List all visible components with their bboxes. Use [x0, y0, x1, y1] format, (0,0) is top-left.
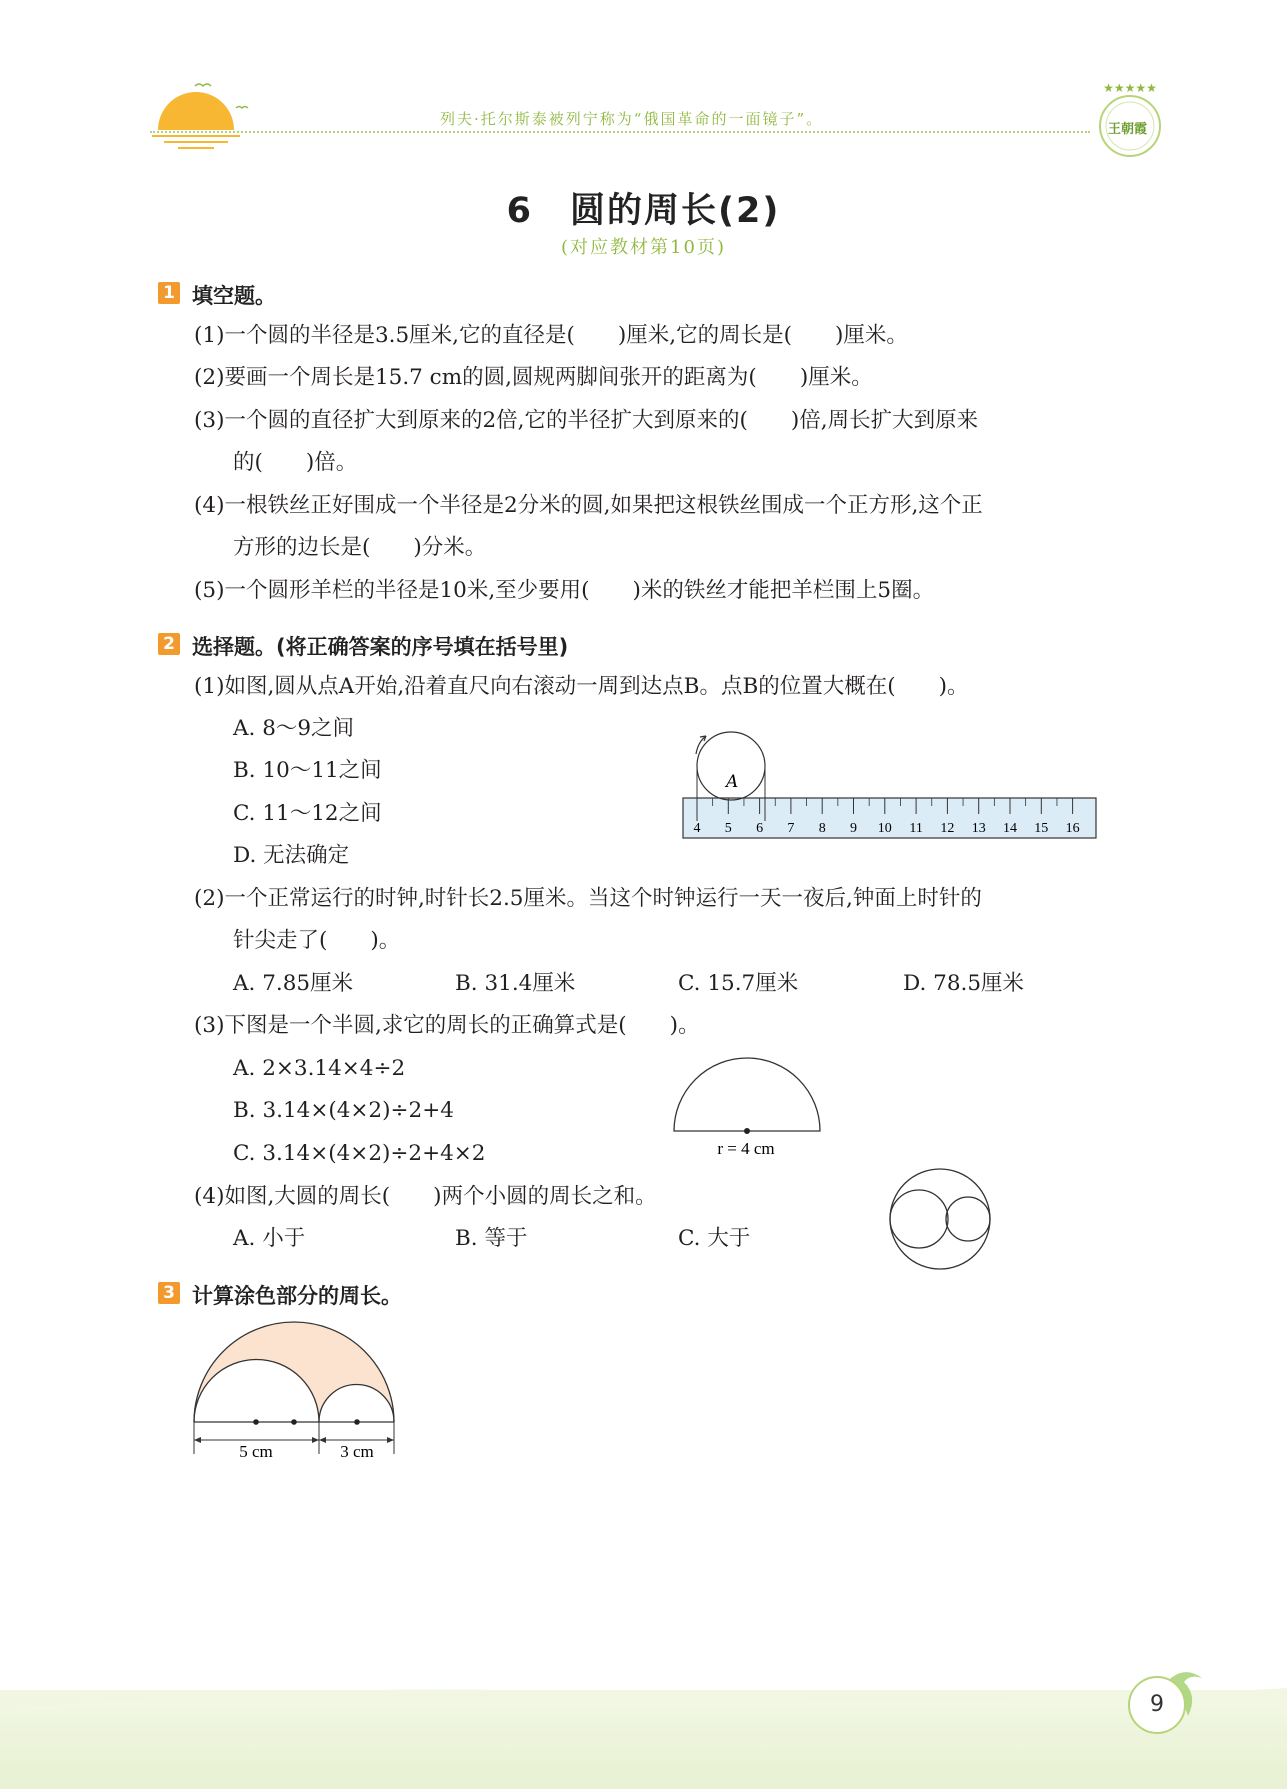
- question-2-4-option-a: A. 小于: [233, 1226, 306, 1251]
- question-2-2-option-d: D. 78.5厘米: [903, 971, 1025, 996]
- ruler-tick-label: 5: [724, 821, 732, 836]
- dim-label-left: 5 cm: [239, 1442, 273, 1461]
- question-2-1: (1)如图,圆从点A开始,沿着直尺向右滚动一周到达点B。点B的位置大概在( )。: [194, 674, 969, 699]
- question-2-1-option-c: C. 11～12之间: [233, 801, 382, 826]
- section-1-title: 填空题。: [192, 284, 276, 308]
- center-dot-right: [354, 1419, 360, 1425]
- question-2-2-option-a: A. 7.85厘米: [233, 971, 354, 996]
- section-3-number: 3: [158, 1282, 180, 1304]
- center-point: [744, 1128, 750, 1134]
- question-1-1: (1)一个圆的半径是3.5厘米,它的直径是( )厘米,它的周长是( )厘米。: [194, 323, 908, 348]
- ruler-tick-label: 12: [940, 821, 955, 836]
- question-2-2-line1: (2)一个正常运行的时钟,时针长2.5厘米。当这个时钟运行一天一夜后,钟面上时针的: [194, 886, 982, 911]
- question-2-3-option-a: A. 2×3.14×4÷2: [233, 1056, 406, 1081]
- ruler-tick-label: 16: [1065, 821, 1080, 836]
- small-circle-right: [946, 1197, 990, 1241]
- circles-figure: [886, 1166, 996, 1272]
- question-1-5: (5)一个圆形羊栏的半径是10米,至少要用( )米的铁丝才能把羊栏围上5圈。: [194, 578, 935, 603]
- section-2-number: 2: [158, 633, 180, 655]
- ruler-tick-label: 13: [971, 821, 986, 836]
- semicircle-figure: [668, 1054, 838, 1162]
- svg-text:★★★★★: ★★★★★: [1103, 81, 1157, 95]
- center-dot-middle: [291, 1419, 297, 1425]
- question-2-3-option-b: B. 3.14×(4×2)÷2+4: [233, 1098, 454, 1123]
- question-2-3: (3)下图是一个半圆,求它的周长的正确算式是( )。: [194, 1013, 700, 1038]
- point-a-label: A: [726, 772, 739, 792]
- ruler-tick-label: 15: [1034, 821, 1049, 836]
- ruler-tick-label: 10: [877, 821, 892, 836]
- small-circle-left: [890, 1190, 948, 1248]
- publisher-logo: [1090, 78, 1170, 168]
- ruler-tick-label: 7: [787, 821, 795, 836]
- question-1-3-line1: (3)一个圆的直径扩大到原来的2倍,它的半径扩大到原来的( )倍,周长扩大到原来: [194, 408, 979, 433]
- ruler-tick-label: 9: [850, 821, 857, 836]
- question-2-1-option-d: D. 无法确定: [233, 843, 350, 868]
- section-2-title: 选择题。(将正确答案的序号填在括号里): [192, 635, 569, 659]
- ruler-figure: [680, 728, 1100, 844]
- semicircle-shape: [674, 1058, 820, 1131]
- header-quote: 列夫·托尔斯泰被列宁称为“俄国革命的一面镜子”。: [440, 110, 824, 128]
- header-divider: [150, 131, 1090, 133]
- question-2-4-option-c: C. 大于: [678, 1226, 751, 1251]
- question-2-3-option-c: C. 3.14×(4×2)÷2+4×2: [233, 1141, 486, 1166]
- question-1-4-line2: 方形的边长是( )分米。: [233, 535, 487, 560]
- footer-wave: [0, 1680, 1287, 1710]
- page-title: 6 圆的周长(2): [506, 191, 781, 231]
- ruler-tick-label: 11: [909, 821, 923, 836]
- question-2-2-line2: 针尖走了( )。: [233, 928, 401, 953]
- page-number: 9: [1128, 1676, 1186, 1734]
- question-2-4: (4)如图,大圆的周长( )两个小圆的周长之和。: [194, 1184, 657, 1209]
- question-1-3-line2: 的( )倍。: [233, 450, 358, 475]
- ruler-tick-label: 6: [756, 821, 764, 836]
- center-dot-left: [253, 1419, 259, 1425]
- ruler-tick-label: 4: [693, 821, 701, 836]
- ruler-tick-label: 14: [1003, 821, 1017, 836]
- sun-decoration-icon: [150, 78, 250, 153]
- question-1-2: (2)要画一个周长是15.7 cm的圆,圆规两脚间张开的距离为( )厘米。: [194, 365, 873, 390]
- question-1-4-line1: (4)一根铁丝正好围成一个半径是2分米的圆,如果把这根铁丝围成一个正方形,这个正: [194, 493, 983, 518]
- question-2-2-option-c: C. 15.7厘米: [678, 971, 799, 996]
- section-1-number: 1: [158, 282, 180, 304]
- question-2-1-option-b: B. 10～11之间: [233, 758, 382, 783]
- section-3-title: 计算涂色部分的周长。: [192, 1284, 402, 1308]
- question-2-1-option-a: A. 8～9之间: [233, 716, 355, 741]
- question-2-2-option-b: B. 31.4厘米: [455, 971, 576, 996]
- large-circle: [890, 1169, 990, 1269]
- ruler-tick-label: 8: [818, 821, 826, 836]
- shaded-region-figure: [186, 1318, 408, 1468]
- question-2-4-option-b: B. 等于: [455, 1226, 528, 1251]
- dim-label-right: 3 cm: [340, 1442, 374, 1461]
- radius-label: r = 4 cm: [717, 1139, 775, 1158]
- logo-text: 王朝霞: [1108, 122, 1148, 137]
- page-subtitle: (对应教材第10页): [561, 237, 726, 258]
